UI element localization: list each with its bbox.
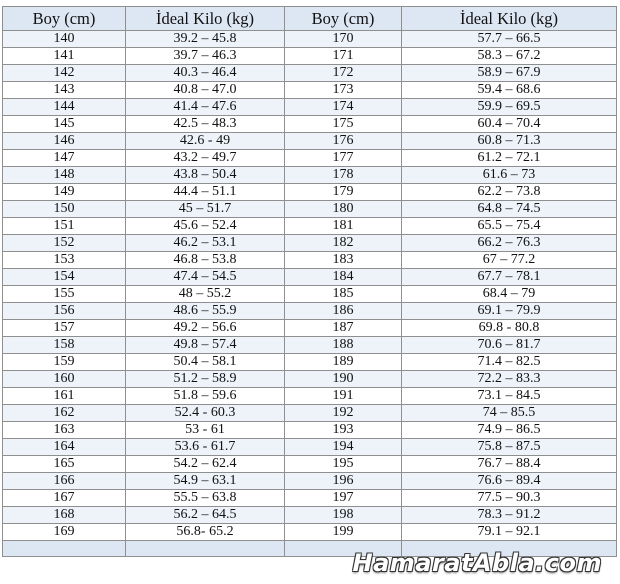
weight-range-cell: 53.6 - 61.7 [126,439,285,456]
table-row [3,371,617,388]
weight-range-cell: 52.4 - 60.3 [126,405,285,422]
height-header-right: Boy (cm) [285,7,402,31]
weight-range-cell: 59.4 – 68.6 [402,82,617,99]
weight-range-cell: 42.6 - 49 [126,133,285,150]
height-cell: 156 [3,303,126,320]
weight-range-cell: 40.3 – 46.4 [126,65,285,82]
weight-range-cell: 77.5 – 90.3 [402,490,617,507]
height-cell: 196 [285,473,402,490]
table-row [3,218,617,235]
height-cell: 166 [3,473,126,490]
weight-header-right: İdeal Kilo (kg) [402,7,617,31]
height-cell: 195 [285,456,402,473]
height-cell: 172 [285,65,402,82]
height-cell: 180 [285,201,402,218]
height-cell: 176 [285,133,402,150]
table-row [3,456,617,473]
table-row [3,388,617,405]
table-row [3,201,617,218]
table-row [3,150,617,167]
weight-range-cell: 54.2 – 62.4 [126,456,285,473]
height-cell: 167 [3,490,126,507]
height-cell: 149 [3,184,126,201]
weight-range-cell: 71.4 – 82.5 [402,354,617,371]
height-cell: 144 [3,99,126,116]
height-cell: 169 [3,524,126,541]
weight-range-cell: 61.6 – 73 [402,167,617,184]
height-cell: 157 [3,320,126,337]
height-cell: 174 [285,99,402,116]
weight-range-cell: 45.6 – 52.4 [126,218,285,235]
weight-range-cell: 60.8 – 71.3 [402,133,617,150]
height-cell: 197 [285,490,402,507]
weight-range-cell: 49.8 – 57.4 [126,337,285,354]
table-body [3,31,617,541]
height-cell: 140 [3,31,126,48]
table-row [3,116,617,133]
weight-range-cell: 51.2 – 58.9 [126,371,285,388]
height-cell: 159 [3,354,126,371]
height-cell: 192 [285,405,402,422]
weight-range-cell: 44.4 – 51.1 [126,184,285,201]
weight-range-cell: 75.8 – 87.5 [402,439,617,456]
height-cell: 146 [3,133,126,150]
height-cell: 165 [3,456,126,473]
weight-range-cell: 40.8 – 47.0 [126,82,285,99]
weight-range-cell: 39.2 – 45.8 [126,31,285,48]
height-cell: 199 [285,524,402,541]
weight-range-cell: 79.1 – 92.1 [402,524,617,541]
weight-range-cell: 68.4 – 79 [402,286,617,303]
height-cell: 189 [285,354,402,371]
ideal-weight-table [2,6,617,557]
table-row [3,524,617,541]
table-row [3,82,617,99]
height-cell: 183 [285,252,402,269]
height-cell: 188 [285,337,402,354]
weight-range-cell: 65.5 – 75.4 [402,218,617,235]
weight-range-cell: 56.2 – 64.5 [126,507,285,524]
weight-range-cell: 53 - 61 [126,422,285,439]
weight-range-cell: 61.2 – 72.1 [402,150,617,167]
weight-range-cell: 67 – 77.2 [402,252,617,269]
weight-range-cell: 43.2 – 49.7 [126,150,285,167]
table-row [3,286,617,303]
table-row [3,31,617,48]
blank-cell [126,541,285,557]
weight-range-cell: 69.1 – 79.9 [402,303,617,320]
table-row [3,490,617,507]
weight-range-cell: 48.6 – 55.9 [126,303,285,320]
weight-range-cell: 69.8 - 80.8 [402,320,617,337]
table-row [3,473,617,490]
weight-range-cell: 45 – 51.7 [126,201,285,218]
height-cell: 145 [3,116,126,133]
table-row [3,422,617,439]
table-row [3,133,617,150]
weight-range-cell: 76.7 – 88.4 [402,456,617,473]
weight-range-cell: 48 – 55.2 [126,286,285,303]
weight-range-cell: 59.9 – 69.5 [402,99,617,116]
blank-cell [3,541,126,557]
table-row [3,303,617,320]
table-row [3,354,617,371]
weight-header-left: İdeal Kilo (kg) [126,7,285,31]
weight-range-cell: 50.4 – 58.1 [126,354,285,371]
height-cell: 148 [3,167,126,184]
height-cell: 181 [285,218,402,235]
table-row [3,48,617,65]
weight-range-cell: 78.3 – 91.2 [402,507,617,524]
weight-range-cell: 67.7 – 78.1 [402,269,617,286]
weight-range-cell: 74.9 – 86.5 [402,422,617,439]
weight-range-cell: 49.2 – 56.6 [126,320,285,337]
weight-range-cell: 43.8 – 50.4 [126,167,285,184]
table-row [3,167,617,184]
height-cell: 143 [3,82,126,99]
height-cell: 194 [285,439,402,456]
weight-range-cell: 74 – 85.5 [402,405,617,422]
height-cell: 187 [285,320,402,337]
height-cell: 163 [3,422,126,439]
height-cell: 141 [3,48,126,65]
weight-range-cell: 55.5 – 63.8 [126,490,285,507]
weight-range-cell: 76.6 – 89.4 [402,473,617,490]
watermark-logo: HamaratAbla.com [352,549,602,577]
height-cell: 142 [3,65,126,82]
table-row [3,99,617,116]
table-row [3,320,617,337]
height-cell: 161 [3,388,126,405]
height-cell: 147 [3,150,126,167]
height-cell: 152 [3,235,126,252]
height-cell: 190 [285,371,402,388]
height-cell: 178 [285,167,402,184]
table-row [3,184,617,201]
height-cell: 162 [3,405,126,422]
weight-range-cell: 46.2 – 53.1 [126,235,285,252]
weight-range-cell: 46.8 – 53.8 [126,252,285,269]
table-row [3,405,617,422]
height-cell: 193 [285,422,402,439]
height-cell: 150 [3,201,126,218]
weight-range-cell: 73.1 – 84.5 [402,388,617,405]
weight-range-cell: 47.4 – 54.5 [126,269,285,286]
height-cell: 168 [3,507,126,524]
weight-range-cell: 70.6 – 81.7 [402,337,617,354]
height-cell: 170 [285,31,402,48]
height-cell: 173 [285,82,402,99]
height-cell: 177 [285,150,402,167]
height-cell: 185 [285,286,402,303]
height-cell: 186 [285,303,402,320]
height-header-left: Boy (cm) [3,7,126,31]
weight-range-cell: 41.4 – 47.6 [126,99,285,116]
table-row [3,65,617,82]
header-row [3,7,617,31]
height-cell: 155 [3,286,126,303]
height-cell: 179 [285,184,402,201]
height-cell: 158 [3,337,126,354]
weight-range-cell: 58.3 – 67.2 [402,48,617,65]
height-cell: 151 [3,218,126,235]
weight-range-cell: 58.9 – 67.9 [402,65,617,82]
weight-range-cell: 51.8 – 59.6 [126,388,285,405]
table-row [3,507,617,524]
height-cell: 171 [285,48,402,65]
table-row [3,337,617,354]
height-cell: 182 [285,235,402,252]
height-cell: 153 [3,252,126,269]
weight-range-cell: 62.2 – 73.8 [402,184,617,201]
weight-range-cell: 42.5 – 48.3 [126,116,285,133]
height-cell: 164 [3,439,126,456]
weight-range-cell: 54.9 – 63.1 [126,473,285,490]
weight-range-cell: 60.4 – 70.4 [402,116,617,133]
table-row [3,235,617,252]
weight-range-cell: 66.2 – 76.3 [402,235,617,252]
height-cell: 160 [3,371,126,388]
table-row [3,439,617,456]
height-cell: 198 [285,507,402,524]
weight-range-cell: 39.7 – 46.3 [126,48,285,65]
weight-range-cell: 56.8- 65.2 [126,524,285,541]
height-cell: 154 [3,269,126,286]
height-cell: 191 [285,388,402,405]
height-cell: 184 [285,269,402,286]
weight-range-cell: 72.2 – 83.3 [402,371,617,388]
table-row [3,252,617,269]
height-cell: 175 [285,116,402,133]
table-row [3,269,617,286]
weight-range-cell: 57.7 – 66.5 [402,31,617,48]
weight-range-cell: 64.8 – 74.5 [402,201,617,218]
